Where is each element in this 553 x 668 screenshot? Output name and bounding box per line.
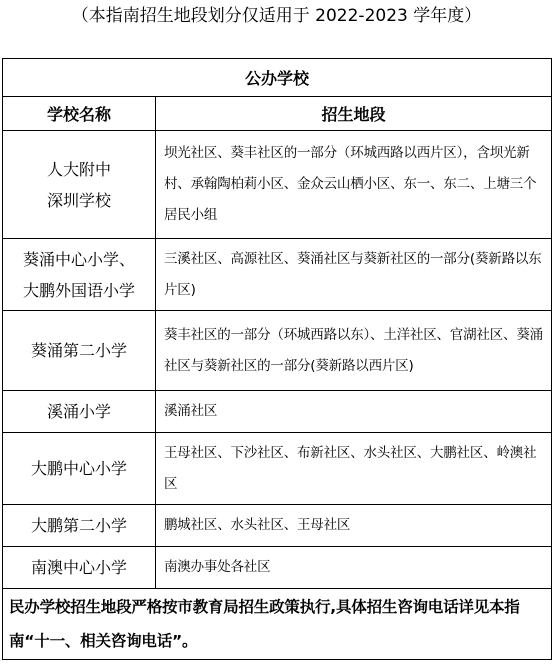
table-row xyxy=(3,311,552,391)
school-name-cell xyxy=(3,311,156,391)
table-row xyxy=(3,547,552,589)
enrollment-area-cell: 王母社区、下沙社区、布新社区、水头社区、大鹏社区、岭澳社区 xyxy=(156,433,552,505)
applicability-note: （本指南招生地段划分仅适用于 2022-2023 学年度） xyxy=(71,6,482,26)
school-name-line: 葵涌第二小学 xyxy=(30,341,127,360)
school-name-line: 深圳学校 xyxy=(46,190,111,210)
school-name-cell xyxy=(3,547,156,589)
table-title: 公办学校 xyxy=(3,59,552,97)
enrollment-zone-table xyxy=(2,58,552,660)
school-name-line: 人大附中 xyxy=(46,159,111,179)
school-name-cell xyxy=(3,239,156,311)
school-name-line: 大鹏第二小学 xyxy=(30,516,127,535)
school-name-line: 大鹏外国语小学 xyxy=(22,280,135,300)
school-name-line: 葵涌中心小学、 xyxy=(22,249,135,269)
school-name-line: 大鹏中心小学 xyxy=(30,459,127,478)
enrollment-area-cell: 三溪社区、高源社区、葵涌社区与葵新社区的一部分(葵新路以东片区) xyxy=(156,239,552,311)
table-row xyxy=(3,433,552,505)
table-row xyxy=(3,131,552,239)
enrollment-area-cell: 坝光社区、葵丰社区的一部分（环城西路以西片区），含坝光新村、承翰陶柏莉小区、金众云山栖小区、东一、东二、上塘三个居民小组 xyxy=(156,131,552,239)
table-row xyxy=(3,239,552,311)
school-name-cell xyxy=(3,131,156,239)
school-name-cell xyxy=(3,505,156,547)
header-school-name: 学校名称 xyxy=(3,97,156,131)
enrollment-area-cell: 葵丰社区的一部分（环城西路以东）、土洋社区、官湖社区、葵涌社区与葵新社区的一部分(葵新路以西片区) xyxy=(156,311,552,391)
school-name-line: 溪涌小学 xyxy=(46,402,111,421)
enrollment-area-cell: 溪涌社区 xyxy=(156,391,552,433)
header-enrollment-area: 招生地段 xyxy=(156,97,552,131)
table-row xyxy=(3,391,552,433)
enrollment-area-cell: 南澳办事处各社区 xyxy=(156,547,552,589)
school-name-cell xyxy=(3,391,156,433)
table-row xyxy=(3,505,552,547)
enrollment-area-cell: 鹏城社区、水头社区、王母社区 xyxy=(156,505,552,547)
school-name-cell xyxy=(3,433,156,505)
school-name-line: 南澳中心小学 xyxy=(30,558,127,577)
private-school-footnote: 民办学校招生地段严格按市教育局招生政策执行,具体招生咨询电话详见本指南“十一、相关咨询电话”。 xyxy=(3,589,552,660)
